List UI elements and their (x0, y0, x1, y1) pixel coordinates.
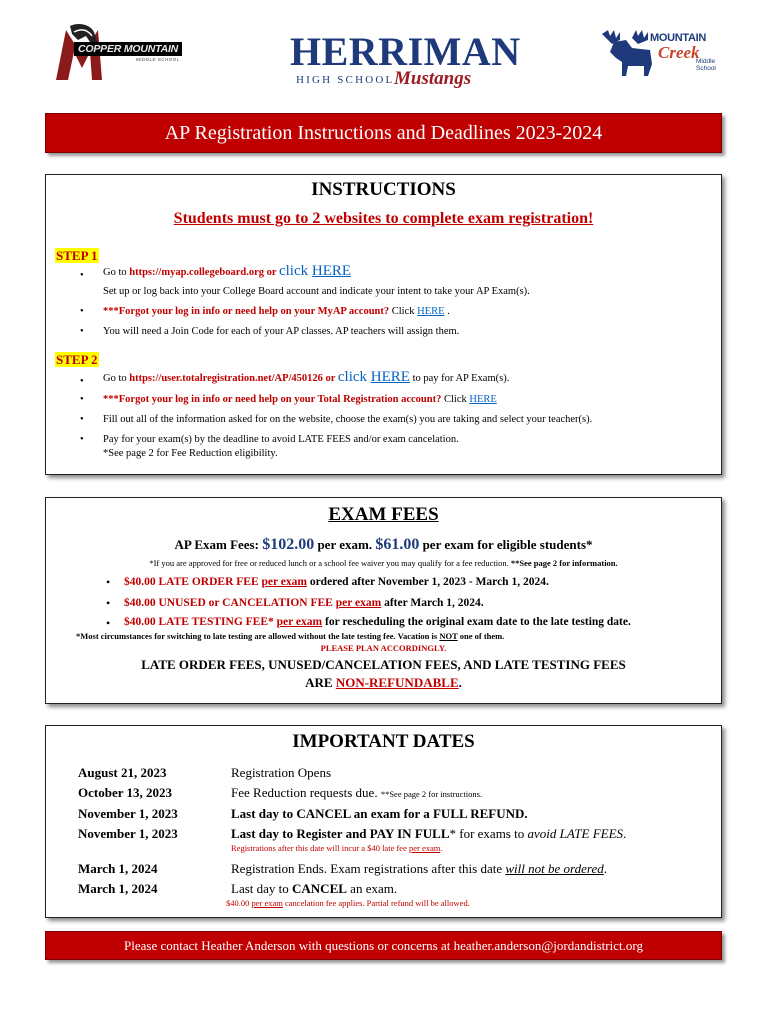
date-desc (231, 826, 626, 842)
last-day-text: Last day to (231, 881, 293, 896)
mountain-creek-creek: Creek (658, 43, 700, 62)
late-fee-note (231, 843, 442, 853)
bullet-dot: • (80, 306, 84, 317)
instructions-box (45, 174, 722, 475)
step2-go-text: Go to (103, 373, 130, 384)
herriman-name: HERRIMAN (290, 29, 521, 74)
copper-mountain-logo (52, 22, 184, 84)
note1-bold: **See page 2 for information. (510, 558, 618, 568)
period-text: . (440, 843, 443, 853)
click-label: Click (389, 306, 418, 317)
step2-bullet1 (103, 371, 509, 385)
step2-bullet2 (103, 393, 497, 406)
collegeboard-url[interactable]: https://myap.collegeboard.org (129, 267, 264, 278)
late-testing-fee (124, 616, 631, 628)
note1-text: *If you are approved for free or reduced lunch or a school fee waiver you may qualify for a fee reduction. (149, 558, 511, 568)
unused-fee (124, 597, 484, 609)
non-refundable-line1: LATE ORDER FEES, UNUSED/CANCELATION FEES, AND LATE TESTING FEES (141, 657, 626, 672)
non-refundable-text: NON-REFUNDABLE (335, 675, 459, 690)
late-fee-note-text: Registrations after this date will incur a $40 late fee (231, 843, 409, 853)
unused-desc: after March 1, 2024. (381, 597, 484, 609)
fee-reduction-text: Fee Reduction requests due. (231, 785, 378, 800)
step1-label: STEP 1 (56, 248, 98, 263)
cancel-text: CANCEL (292, 881, 347, 896)
copper-mountain-sub: MIDDLE SCHOOL (136, 57, 180, 62)
unused-label: $40.00 UNUSED or CANCELATION FEE (124, 597, 336, 609)
or-text: or (322, 373, 338, 384)
note2-end: one of them. (457, 631, 505, 641)
avoid-late-fees-text: avoid LATE FEES (527, 826, 624, 841)
bullet-dot: • (80, 376, 84, 387)
date-label: October 13, 2023 (78, 785, 172, 800)
fee-reduction-note (46, 558, 721, 568)
period-text: . (623, 826, 627, 841)
step1-bullet3: You will need a Join Code for each of your AP classes. AP teachers will assign them. (103, 326, 460, 337)
are-text: ARE (305, 675, 336, 690)
plan-accordingly: PLEASE PLAN ACCORDINGLY. (320, 643, 447, 653)
period-text: . (603, 861, 607, 876)
instructions-subheading: Students must go to 2 websites to complete exam registration! (173, 210, 594, 227)
exam-fees-line (46, 536, 721, 554)
note2-not: NOT (439, 631, 458, 641)
register-pay-text: Last day to Register and PAY IN FULL (231, 826, 450, 841)
date-desc: Last day to CANCEL an exam for a FULL REFUND. (231, 806, 528, 821)
bullet-dot: • (80, 270, 84, 281)
date-label: November 1, 2023 (78, 826, 178, 841)
step1-bullet1 (103, 265, 351, 279)
late-testing-desc: for rescheduling the original exam date to the late testing date. (322, 616, 631, 628)
cancel-fee-amount: $40.00 (226, 898, 252, 908)
price-standard: $102.00 (262, 536, 315, 553)
mountain-creek-logo (598, 28, 726, 80)
important-dates-box (45, 725, 722, 918)
step1-bullet1-sub: Set up or log back into your College Board account and indicate your intent to take your AP Exam(s). (103, 286, 530, 297)
exam-fees-heading: EXAM FEES (328, 504, 439, 525)
price-reduced: $61.00 (375, 536, 420, 553)
pay-text: to pay for AP Exam(s). (409, 373, 510, 384)
an-exam-text: an exam. (346, 881, 398, 896)
per-exam-u: per exam (261, 576, 307, 588)
title-banner (45, 113, 722, 153)
period-text: . (458, 675, 462, 690)
collegeboard-here-link[interactable]: HERE (311, 263, 352, 279)
bullet-dot: • (80, 414, 84, 425)
non-refundable-line2 (46, 675, 721, 691)
bullet-dot: • (80, 434, 84, 445)
totalregistration-url[interactable]: https://user.totalregistration.net/AP/450126 (129, 373, 323, 384)
or-text: or (264, 267, 279, 278)
mc-middle-text: Middle (696, 58, 716, 65)
mc-school-text: School (696, 65, 716, 72)
per-exam-text: per exam. (314, 537, 376, 552)
per-exam-u: per exam (408, 843, 441, 853)
totalreg-help-here-link[interactable]: HERE (469, 394, 497, 405)
important-dates-heading: IMPORTANT DATES (292, 731, 475, 752)
herriman-logo (290, 29, 521, 100)
late-testing-note (76, 631, 504, 641)
click-label: Click (441, 394, 470, 405)
step2-label: STEP 2 (56, 352, 98, 367)
late-order-desc: ordered after November 1, 2023 - March 1, 2024. (306, 576, 549, 588)
click-text: click (278, 263, 312, 279)
step2-bullet3: Fill out all of the information asked for on the website, choose the exam(s) you are taking and select your teacher(s). (103, 414, 593, 425)
forgot-totalreg-text: ***Forgot your log in info or need help on your Total Registration account? (103, 394, 442, 405)
see-page2-note: **See page 2 for instructions. (380, 789, 483, 799)
step1-bullet2 (103, 305, 450, 318)
bullet-dot: • (80, 326, 84, 337)
herriman-school: HIGH SCHOOL (296, 74, 395, 86)
moose-icon (598, 28, 654, 80)
will-not-be-ordered-text: will not be ordered (505, 861, 604, 876)
contact-text: Please contact Heather Anderson with questions or concerns at heather.anderson@jordandistrict.org (124, 938, 643, 953)
per-exam-u: per exam (276, 616, 323, 628)
footer-banner (45, 931, 722, 960)
registration-ends-text: Registration Ends. Exam registrations after this date (231, 861, 506, 876)
mountain-creek-word: MOUNTAIN (650, 32, 707, 44)
date-desc (231, 785, 482, 801)
date-label: March 1, 2024 (78, 861, 158, 876)
date-label: August 21, 2023 (78, 765, 167, 780)
step2-bullet4-sub: *See page 2 for Fee Reduction eligibility. (103, 448, 278, 459)
late-order-fee (124, 576, 549, 588)
exam-fees-box (45, 497, 722, 704)
date-desc (231, 861, 607, 877)
late-order-label: $40.00 LATE ORDER FEE (124, 576, 262, 588)
date-desc (231, 881, 397, 897)
copper-mountain-name: COPPER MOUNTAIN (74, 42, 182, 56)
date-label: November 1, 2023 (78, 806, 178, 821)
per-exam-u: per exam (335, 597, 382, 609)
bullet-dot: • (106, 575, 111, 589)
mountain-creek-middle (696, 58, 716, 72)
fees-label: AP Exam Fees: (174, 537, 263, 552)
note2-text: *Most circumstances for switching to late testing are allowed without the late testing fee. Vacation is (76, 631, 440, 641)
instructions-heading: INSTRUCTIONS (311, 179, 456, 200)
herriman-mascot: Mustangs (394, 68, 472, 89)
forgot-myap-text: ***Forgot your log in info or need help on your MyAP account? (103, 306, 390, 317)
late-testing-label: $40.00 LATE TESTING FEE* (124, 616, 277, 628)
click-text: click (337, 369, 371, 385)
period-text: . (444, 306, 450, 317)
eligible-text: per exam for eligible students* (419, 537, 593, 552)
step2-bullet4: Pay for your exam(s) by the deadline to avoid LATE FEES and/or exam cancelation. (103, 434, 459, 445)
bullet-dot: • (106, 596, 111, 610)
date-label: March 1, 2024 (78, 881, 158, 896)
step1-go-text: Go to (103, 267, 130, 278)
date-desc: Registration Opens (231, 765, 332, 780)
bullet-dot: • (106, 616, 111, 630)
per-exam-u: per exam (251, 898, 283, 908)
for-exams-text: * for exams to (449, 826, 528, 841)
bullet-dot: • (80, 394, 84, 405)
cancel-fee-desc: cancelation fee applies. Partial refund will be allowed. (282, 898, 470, 908)
myap-help-here-link[interactable]: HERE (417, 306, 445, 317)
cancel-fee-note (226, 898, 470, 908)
totalregistration-here-link[interactable]: HERE (370, 369, 410, 385)
page-title: AP Registration Instructions and Deadlines 2023-2024 (164, 122, 603, 144)
